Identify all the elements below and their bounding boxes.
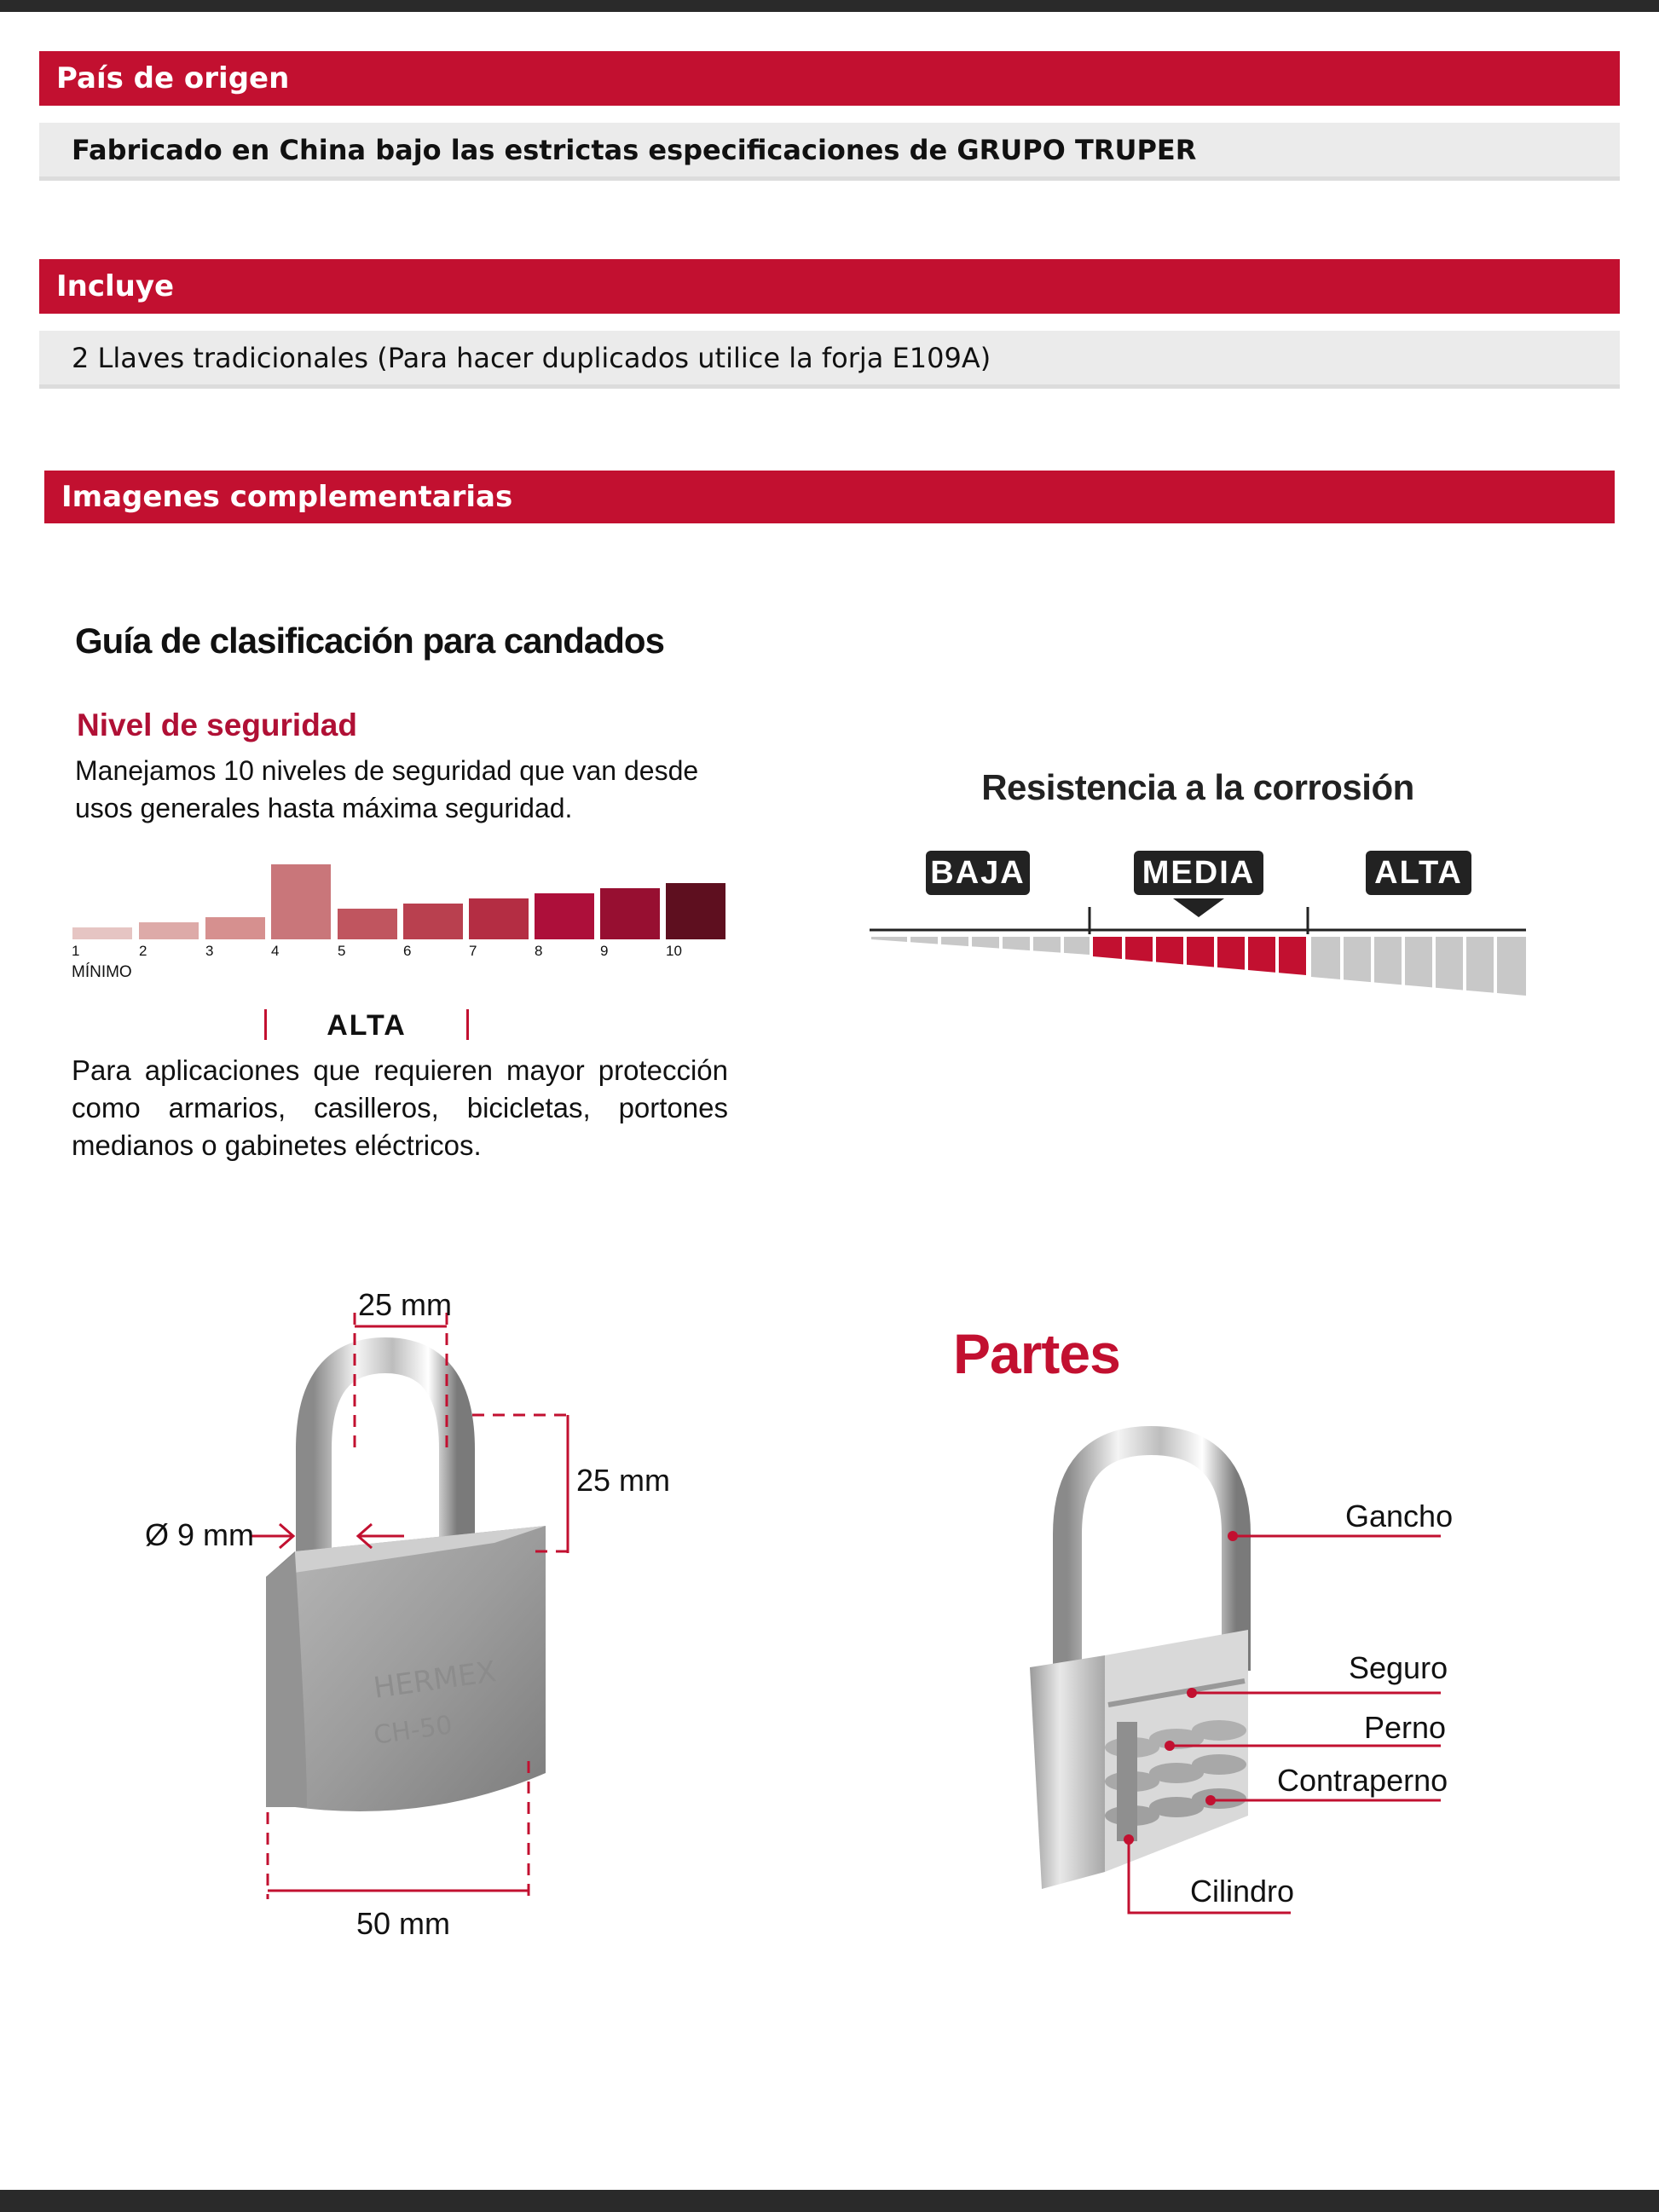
- parts-title: Partes: [953, 1322, 1120, 1385]
- level-num-7: 7: [469, 943, 477, 959]
- level-name: ALTA: [327, 1009, 407, 1042]
- level-num-1: 1: [72, 943, 80, 959]
- guide-title: Guía de clasificación para candados: [75, 621, 664, 661]
- part-perno: Perno: [1364, 1710, 1447, 1745]
- level-num-9: 9: [600, 943, 609, 959]
- level-num-4: 4: [271, 943, 280, 959]
- level-num-5: 5: [338, 943, 346, 959]
- security-level-title: Nivel de seguridad: [77, 707, 357, 742]
- part-cilindro: Cilindro: [1190, 1874, 1295, 1909]
- part-contraperno: Contraperno: [1277, 1763, 1448, 1798]
- level-num-10: 10: [666, 943, 682, 959]
- section-header-includes: Incluye: [39, 259, 1620, 314]
- corrosion-scale: [870, 898, 1526, 997]
- part-gancho: Gancho: [1345, 1499, 1454, 1533]
- corrosion-title: Resistencia a la corrosión: [981, 767, 1414, 807]
- level-num-2: 2: [139, 943, 147, 959]
- section-header-images: Imagenes complementarias: [44, 471, 1615, 523]
- level-num-3: 3: [205, 943, 214, 959]
- part-seguro: Seguro: [1349, 1650, 1448, 1685]
- level-description: Para aplicaciones que requieren mayor protección como armarios, casilleros, bicicletas, portones medianos o gabinetes eléctricos.: [72, 1054, 728, 1161]
- corrosion-mid-tag: MEDIA: [1134, 851, 1263, 895]
- level-num-6: 6: [403, 943, 412, 959]
- padlock-brand: HERMEX: [371, 1655, 499, 1706]
- shackle-diameter-label: Ø 9 mm: [145, 1517, 255, 1552]
- body-width-label: 50 mm: [356, 1906, 451, 1941]
- padlock-dimension-image: [266, 1355, 546, 1811]
- level-num-8: 8: [535, 943, 543, 959]
- padlock-model: CH-50: [372, 1710, 454, 1751]
- corrosion-low-tag: BAJA: [926, 851, 1030, 895]
- bottom-bar: [0, 2190, 1659, 2212]
- shackle-height-label: 25 mm: [576, 1463, 671, 1498]
- shackle-width-label: 25 mm: [358, 1287, 453, 1322]
- includes-text: 2 Llaves tradicionales (Para hacer duplicados utilice la forja E109A): [39, 331, 1620, 389]
- security-level-text: Manejamos 10 niveles de seguridad que van desde usos generales hasta máxima seguridad.: [75, 755, 699, 823]
- corrosion-high-tag: ALTA: [1366, 851, 1471, 895]
- padlock-parts-image: [1030, 1441, 1248, 1889]
- section-header-origin: País de origen: [39, 51, 1620, 106]
- corrosion-mid-pointer: [1173, 898, 1224, 917]
- minimum-label: MÍNIMO: [72, 963, 132, 981]
- origin-text: Fabricado en China bajo las estrictas especificaciones de GRUPO TRUPER: [39, 123, 1620, 181]
